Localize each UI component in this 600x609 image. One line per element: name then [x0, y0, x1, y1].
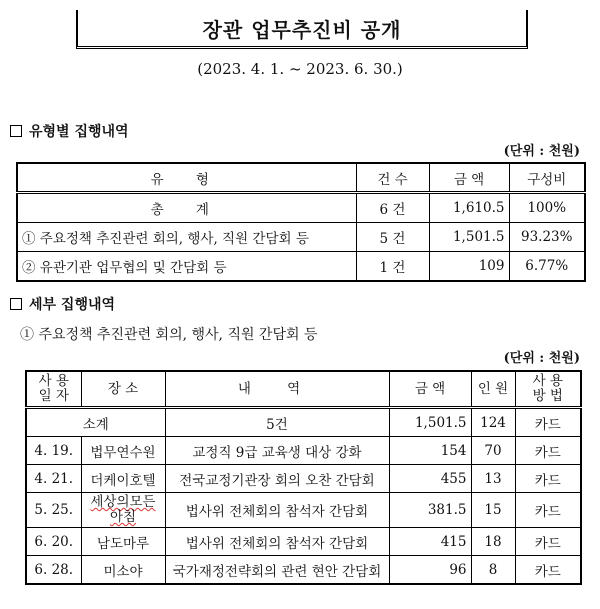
table-row	[17, 193, 585, 223]
section2-unit: (단위 : 천원)	[503, 351, 580, 366]
place-cell	[81, 493, 165, 528]
header-method	[515, 371, 581, 408]
section2-heading-text: 세부 집행내역	[29, 297, 116, 313]
header-method-line2: 방 법	[532, 388, 563, 404]
people-cell: 70	[471, 437, 515, 465]
header-count: 건 수	[356, 163, 429, 193]
people-cell: 8	[471, 556, 515, 585]
date-cell: 4. 21.	[26, 465, 81, 493]
section1-unit: (단위 : 천원)	[503, 144, 580, 159]
place-cell: 법무연수원	[81, 437, 165, 465]
count-cell: 6 건	[356, 193, 429, 223]
amount-cell: 381.5	[389, 493, 471, 528]
subtotal-content: 5건	[165, 408, 389, 437]
header-people: 인 원	[471, 371, 515, 408]
header-amount: 금 액	[389, 371, 471, 408]
document-title	[76, 10, 528, 49]
content-cell: 교정직 9급 교육생 대상 강화	[165, 437, 389, 465]
place-line2: 아침	[109, 509, 137, 525]
header-date	[26, 371, 81, 408]
header-place: 장 소	[81, 371, 165, 408]
amount-cell: 154	[389, 437, 471, 465]
table-header-row	[17, 163, 585, 193]
method-cell: 카드	[515, 465, 581, 493]
table-header-row	[26, 371, 581, 408]
type-cell: ① 주요정책 추진관련 회의, 행사, 직원 간담회 등	[17, 223, 356, 252]
ratio-cell: 93.23%	[509, 223, 585, 252]
people-cell: 13	[471, 465, 515, 493]
subtotal-amount: 1,501.5	[389, 408, 471, 437]
date-cell: 6. 20.	[26, 528, 81, 556]
amount-cell: 455	[389, 465, 471, 493]
table-row	[26, 528, 581, 556]
square-bullet-icon	[10, 125, 22, 137]
section1-heading	[10, 121, 129, 141]
header-content: 내 역	[165, 371, 389, 408]
content-cell: 법사위 전체회의 참석자 간담회	[165, 493, 389, 528]
table-row	[17, 252, 585, 282]
amount-cell: 96	[389, 556, 471, 585]
reporting-period: (2023. 4. 1. ~ 2023. 6. 30.)	[197, 60, 403, 78]
subtotal-row	[26, 408, 581, 437]
table-row	[26, 556, 581, 585]
ratio-cell: 100%	[509, 193, 585, 223]
table-row	[17, 223, 585, 252]
header-amount: 금 액	[429, 163, 509, 193]
place-cell: 더케이호텔	[81, 465, 165, 493]
title-text: 장관 업무추진비 공개	[202, 17, 402, 42]
header-type: 유 형	[17, 163, 356, 193]
header-ratio: 구성비	[509, 163, 585, 193]
type-summary-table	[16, 162, 586, 282]
subtotal-method: 카드	[515, 408, 581, 437]
detail-table	[25, 370, 582, 585]
amount-cell: 109	[429, 252, 509, 282]
content-cell: 전국교정기관장 회의 오찬 간담회	[165, 465, 389, 493]
method-cell: 카드	[515, 556, 581, 585]
method-cell: 카드	[515, 493, 581, 528]
amount-cell: 1,501.5	[429, 223, 509, 252]
table-row	[26, 493, 581, 528]
method-cell: 카드	[515, 528, 581, 556]
count-cell: 5 건	[356, 223, 429, 252]
date-cell: 6. 28.	[26, 556, 81, 585]
section1-heading-text: 유형별 집행내역	[29, 124, 129, 140]
date-cell: 5. 25.	[26, 493, 81, 528]
people-cell: 18	[471, 528, 515, 556]
people-cell: 15	[471, 493, 515, 528]
place-line1: 세상의모든	[90, 494, 156, 510]
section2-heading	[10, 294, 115, 314]
header-date-line2: 일 자	[38, 388, 69, 404]
ratio-cell: 6.77%	[509, 252, 585, 282]
amount-cell: 1,610.5	[429, 193, 509, 223]
method-cell: 카드	[515, 437, 581, 465]
date-cell: 4. 19.	[26, 437, 81, 465]
type-cell: 총 계	[17, 193, 356, 223]
content-cell: 법사위 전체회의 참석자 간담회	[165, 528, 389, 556]
table-row	[26, 437, 581, 465]
section2-subheading: ① 주요정책 추진관련 회의, 행사, 직원 간담회 등	[20, 327, 318, 343]
count-cell: 1 건	[356, 252, 429, 282]
place-cell: 남도마루	[81, 528, 165, 556]
header-date-line1: 사 용	[38, 373, 69, 389]
place-cell: 미소야	[81, 556, 165, 585]
header-method-line1: 사 용	[532, 373, 563, 389]
type-cell: ② 유관기관 업무협의 및 간담회 등	[17, 252, 356, 282]
square-bullet-icon	[10, 298, 22, 310]
subtotal-people: 124	[471, 408, 515, 437]
subtotal-label: 소계	[26, 408, 165, 437]
amount-cell: 415	[389, 528, 471, 556]
content-cell: 국가재정전략회의 관련 현안 간담회	[165, 556, 389, 585]
table-row	[26, 465, 581, 493]
